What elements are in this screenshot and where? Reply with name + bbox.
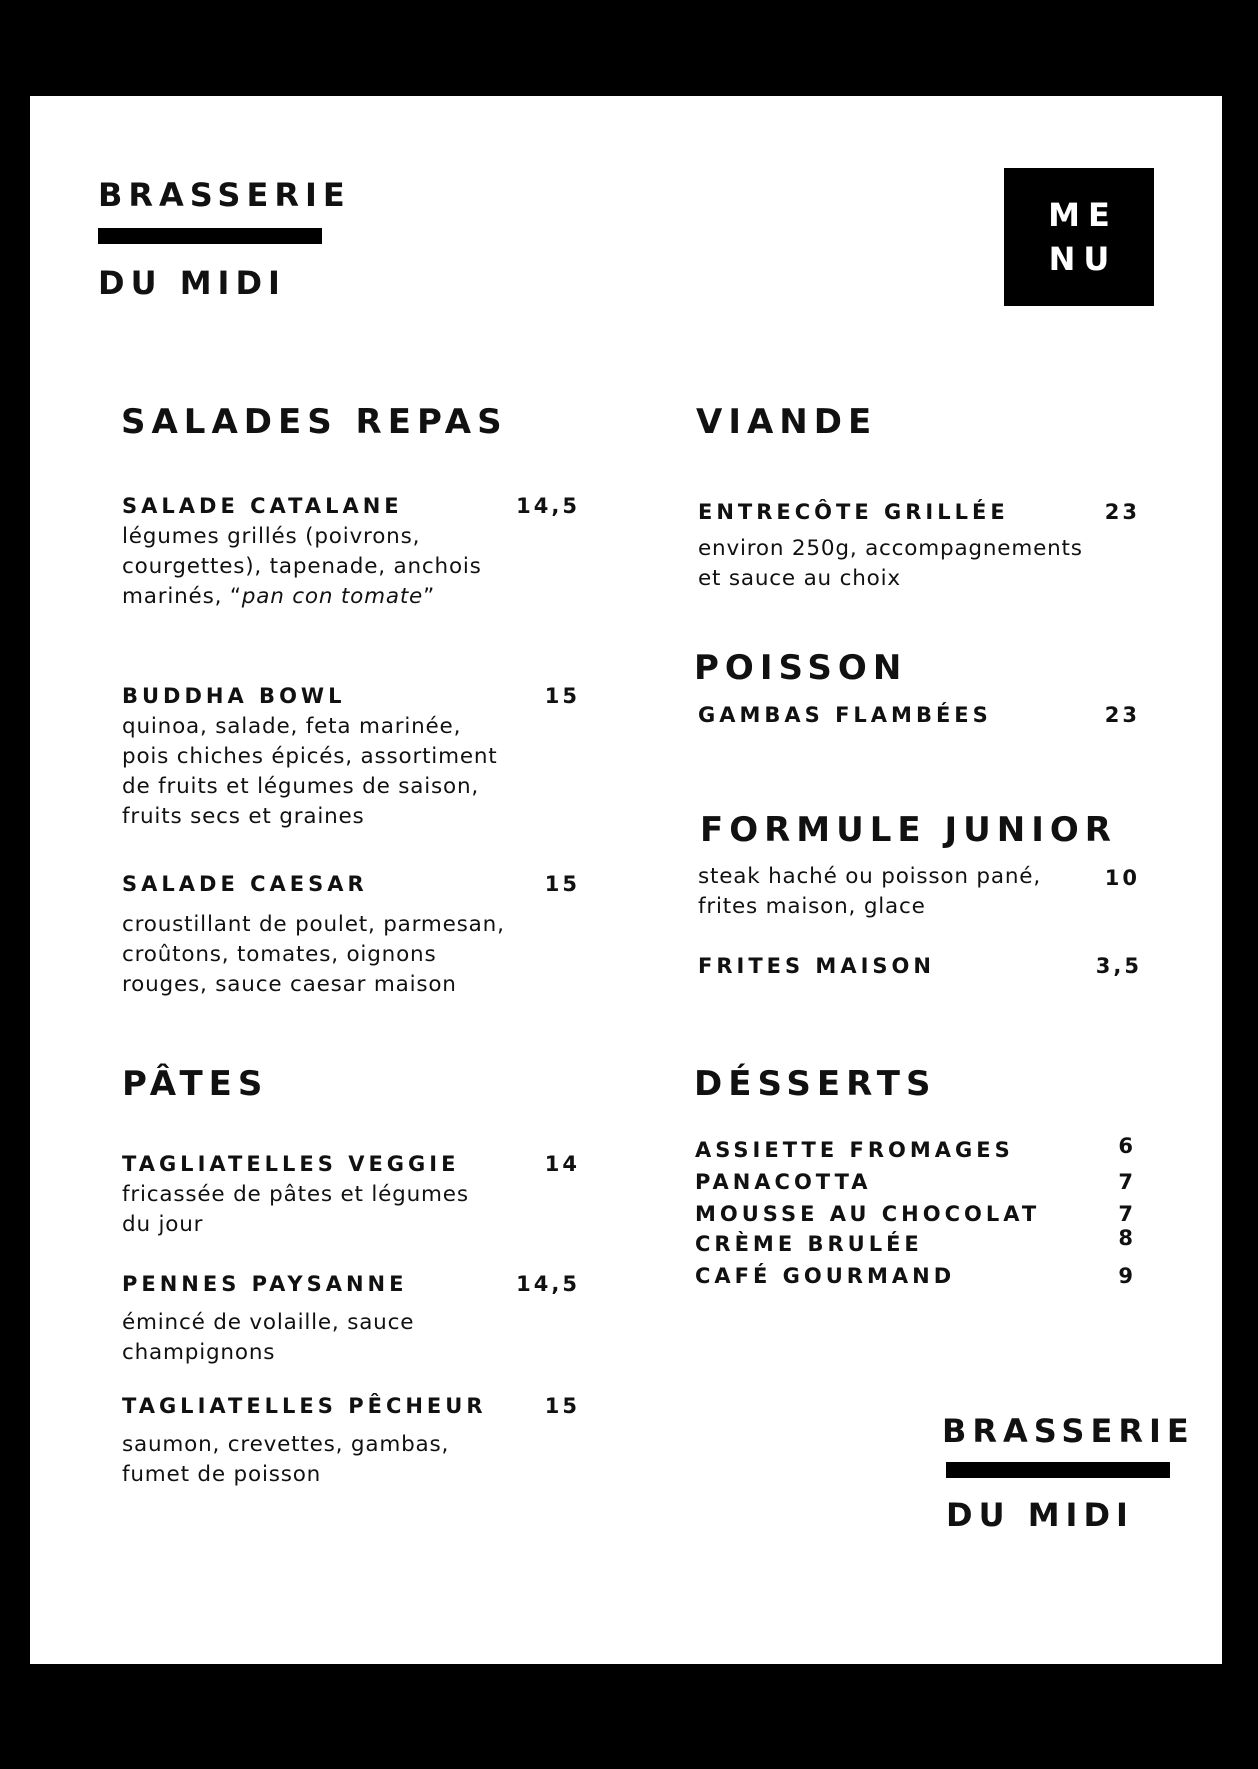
section-title-desserts: DÉSSERTS bbox=[694, 1064, 937, 1104]
item-name-salade-caesar: SALADE CAESAR bbox=[122, 872, 368, 896]
item-price-assiette-fromages: 6 bbox=[1118, 1134, 1136, 1158]
item-desc-pennes-paysanne: émincé de volaille, sauce champignons bbox=[122, 1310, 415, 1365]
item-name-buddha-bowl: BUDDHA BOWL bbox=[122, 684, 346, 708]
item-name-creme-brulee: CRÈME BRULÉE bbox=[695, 1232, 923, 1256]
section-title-poisson: POISSON bbox=[694, 648, 908, 688]
item-name-entrecote: ENTRECÔTE GRILLÉE bbox=[698, 500, 1009, 524]
item-name-cafe-gourmand: CAFÉ GOURMAND bbox=[695, 1264, 956, 1288]
item-name-tagliatelles-pecheur: TAGLIATELLES PÊCHEUR bbox=[122, 1394, 487, 1418]
item-desc-buddha-bowl: quinoa, salade, feta marinée, pois chiches épicés, assortiment de fruits et légumes de saison, fruits secs et graines bbox=[122, 714, 498, 829]
section-title-viande: VIANDE bbox=[696, 402, 878, 442]
item-price-entrecote: 23 bbox=[1104, 500, 1140, 524]
menu-logo-line2: NU bbox=[1048, 240, 1118, 278]
item-price-junior: 10 bbox=[1104, 866, 1140, 890]
item-name-assiette-fromages: ASSIETTE FROMAGES bbox=[695, 1138, 1014, 1162]
menu-page bbox=[30, 96, 1222, 1664]
item-desc-entrecote: environ 250g, accompagnements et sauce au choix bbox=[698, 536, 1083, 591]
item-price-salade-catalane: 14,5 bbox=[516, 494, 580, 518]
item-desc-salade-catalane: légumes grillés (poivrons, courgettes), tapenade, anchois marinés, “pan con tomate” bbox=[122, 524, 482, 609]
item-price-mousse-chocolat: 7 bbox=[1118, 1202, 1136, 1226]
brand-name-top: BRASSERIE bbox=[98, 176, 351, 214]
item-price-frites: 3,5 bbox=[1095, 954, 1142, 978]
item-price-tagliatelles-pecheur: 15 bbox=[544, 1394, 580, 1418]
brand-subtitle-top: DU MIDI bbox=[98, 264, 286, 302]
item-price-panacotta: 7 bbox=[1118, 1170, 1136, 1194]
item-price-tagliatelles-veggie: 14 bbox=[544, 1152, 580, 1176]
item-name-mousse-chocolat: MOUSSE AU CHOCOLAT bbox=[695, 1202, 1041, 1226]
item-price-cafe-gourmand: 9 bbox=[1118, 1264, 1136, 1288]
item-price-creme-brulee: 8 bbox=[1118, 1226, 1136, 1250]
item-desc-tagliatelles-veggie: fricassée de pâtes et légumes du jour bbox=[122, 1182, 469, 1237]
item-price-gambas: 23 bbox=[1104, 703, 1140, 727]
menu-logo-line1: ME bbox=[1048, 196, 1118, 234]
item-desc-salade-caesar: croustillant de poulet, parmesan, croûtons, tomates, oignons rouges, sauce caesar maison bbox=[122, 912, 505, 997]
item-price-pennes-paysanne: 14,5 bbox=[516, 1272, 580, 1296]
item-name-frites: FRITES MAISON bbox=[698, 954, 935, 978]
item-price-salade-caesar: 15 bbox=[544, 872, 580, 896]
item-name-tagliatelles-veggie: TAGLIATELLES VEGGIE bbox=[122, 1152, 460, 1176]
item-name-gambas: GAMBAS FLAMBÉES bbox=[698, 703, 992, 727]
item-price-buddha-bowl: 15 bbox=[544, 684, 580, 708]
section-title-pates: PÂTES bbox=[122, 1064, 269, 1104]
brand-name-bottom: BRASSERIE bbox=[942, 1412, 1195, 1450]
brand-divider-top bbox=[98, 228, 322, 244]
section-title-junior: FORMULE JUNIOR bbox=[700, 810, 1117, 850]
item-name-pennes-paysanne: PENNES PAYSANNE bbox=[122, 1272, 408, 1296]
brand-subtitle-bottom: DU MIDI bbox=[946, 1496, 1134, 1534]
section-title-salades: SALADES REPAS bbox=[121, 402, 508, 442]
brand-divider-bottom bbox=[946, 1462, 1170, 1478]
item-name-panacotta: PANACOTTA bbox=[695, 1170, 872, 1194]
item-desc-tagliatelles-pecheur: saumon, crevettes, gambas, fumet de poisson bbox=[122, 1432, 450, 1487]
menu-logo-box bbox=[1004, 168, 1154, 306]
item-desc-junior: steak haché ou poisson pané, frites maison, glace bbox=[698, 864, 1041, 919]
item-name-salade-catalane: SALADE CATALANE bbox=[122, 494, 403, 518]
